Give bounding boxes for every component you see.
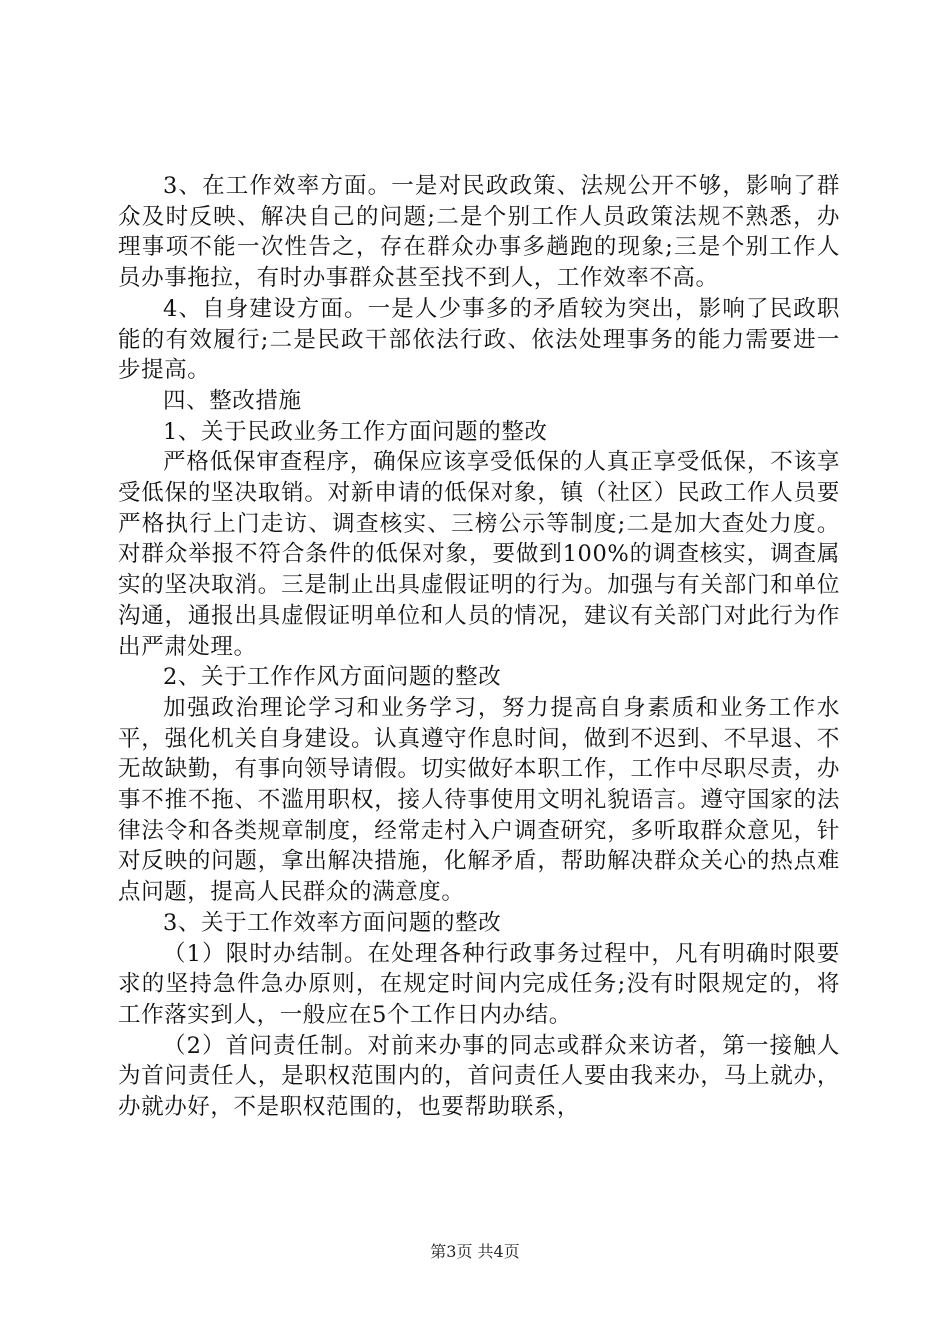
document-body bbox=[118, 171, 840, 1123]
subheading-civil-affairs-business: 1、关于民政业务工作方面问题的整改 bbox=[163, 418, 548, 445]
paragraph-self-construction-issue: 4、自身建设方面。一是人少事多的矛盾较为突出，影响了民政职能的有效履行;二是民政干部依法行政、依法处理事务的能力需要进一步提高。 bbox=[118, 295, 840, 384]
subheading-work-style: 2、关于工作作风方面问题的整改 bbox=[163, 664, 502, 691]
paragraph-first-inquiry-responsibility: （2）首问责任制。对前来办事的同志或群众来访者，第一接触人为首问责任人，是职权范围内的，首问责任人要由我来办，马上就办，办就办好，不是职权范围的，也要帮助联系， bbox=[118, 1032, 840, 1121]
subheading-work-efficiency: 3、关于工作效率方面问题的整改 bbox=[163, 909, 502, 936]
paragraph-work-style-measures: 加强政治理论学习和业务学习，努力提高自身素质和业务工作水平，强化机关自身建设。认真遵守作息时间，做到不迟到、不早退、不无故缺勤，有事向领导请假。切实做好本职工作，工作中尽职尽责，办事不推不拖、不滥用职权，接人待事使用文明礼貌语言。遵守国家的法律法令和各类规章制度，经常走村入户调查研究，多听取群众意见，针对反映的问题，拿出解决措施，化解矛盾，帮助解决群众关心的热点难点问题，提高人民群众的满意度。 bbox=[118, 694, 840, 906]
paragraph-work-efficiency-issue: 3、在工作效率方面。一是对民政政策、法规公开不够，影响了群众及时反映、解决自己的问题;二是个别工作人员政策法规不熟悉，办理事项不能一次性告之，存在群众办事多趟跑的现象;三是个别工作人员办事拖拉，有时办事群众甚至找不到人，工作效率不高。 bbox=[118, 173, 840, 292]
paragraph-low-income-review: 严格低保审查程序，确保应该享受低保的人真正享受低保，不该享受低保的坚决取销。对新申请的低保对象，镇（社区）民政工作人员要严格执行上门走访、调查核实、三榜公示等制度;二是加大查处力度。对群众举报不符合条件的低保对象，要做到100%的调查核实，调查属实的坚决取消。三是制止出具虚假证明的行为。加强与有关部门和单位沟通，通报出具虚假证明单位和人员的情况，建议有关部门对此行为作出严肃处理。 bbox=[118, 449, 840, 660]
page-number-footer: 第3页 共4页 bbox=[430, 1242, 520, 1261]
section-heading-rectification-measures: 四、整改措施 bbox=[163, 387, 302, 414]
paragraph-time-limit-system: （1）限时办结制。在处理各种行政事务过程中，凡有明确时限要求的坚持急件急办原则，在规定时间内完成任务;没有时限规定的，将工作落实到人，一般应在5个工作日内办结。 bbox=[118, 940, 840, 1028]
